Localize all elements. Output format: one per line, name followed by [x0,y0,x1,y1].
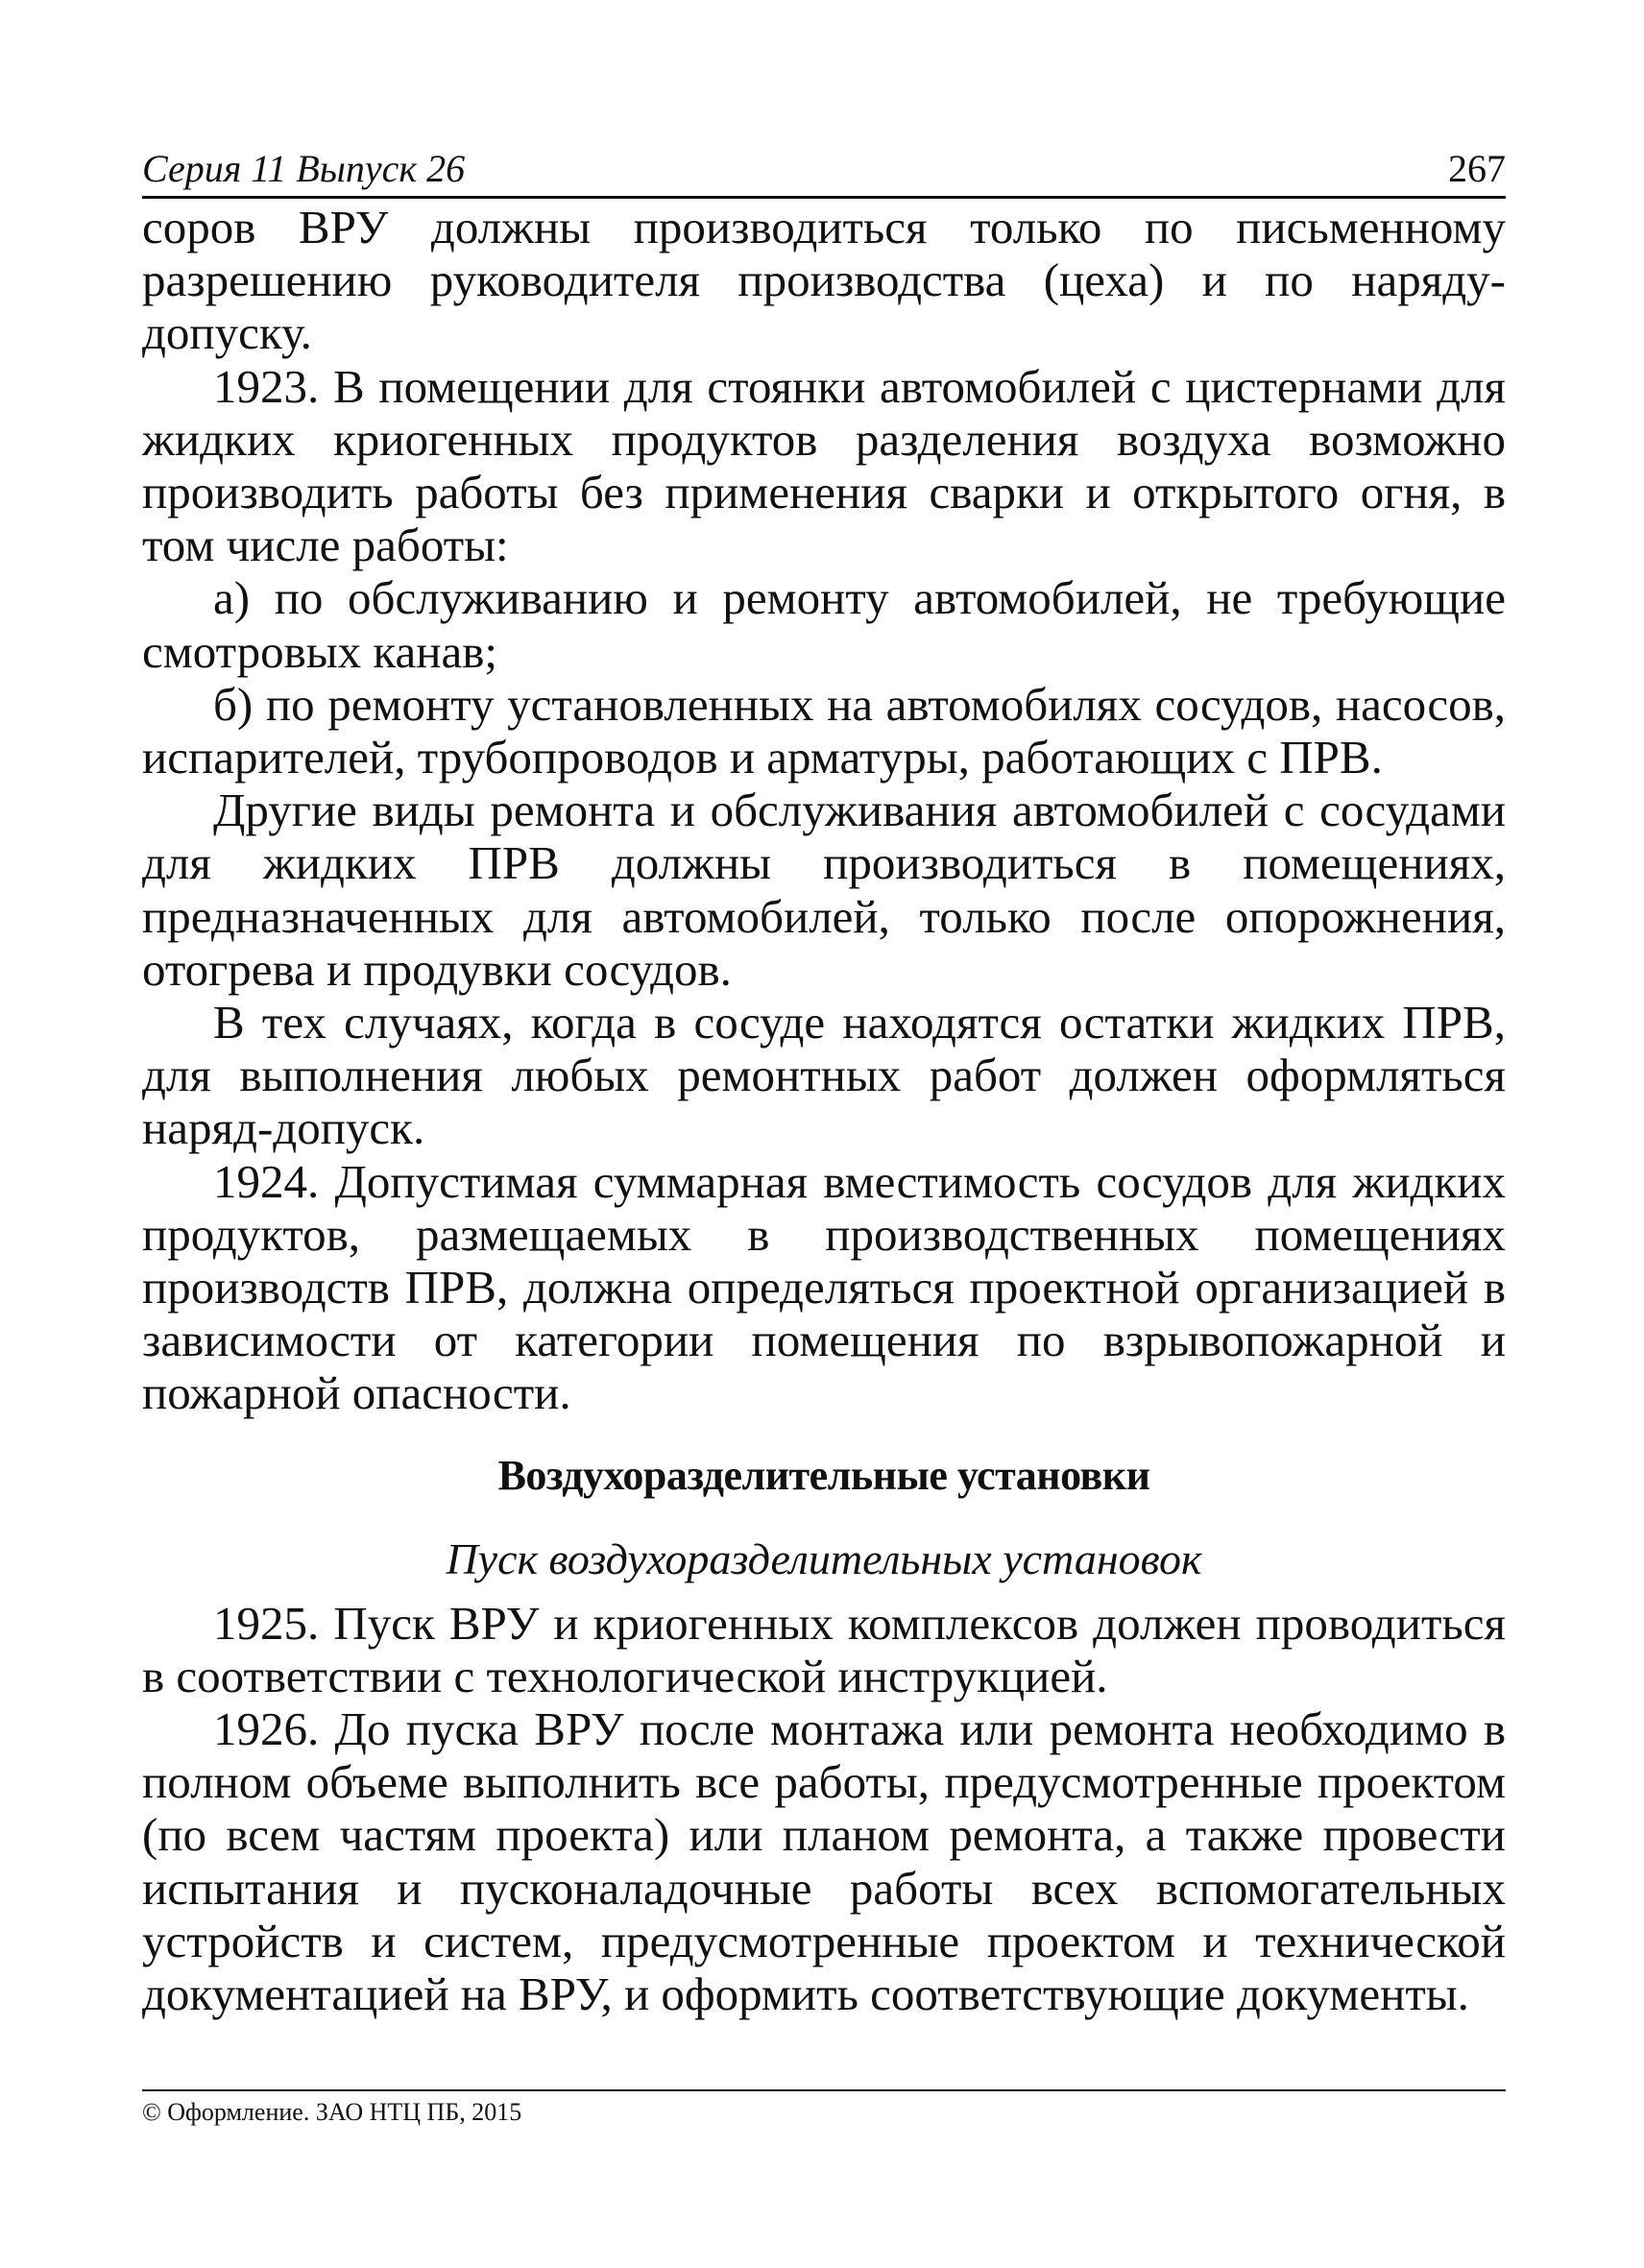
section-title: Воздухоразделительные установки [497,1451,1150,1499]
page-number: 267 [1448,147,1506,190]
paragraph-1924: 1924. Допустимая суммарная вместимость сосудов для жидких продуктов, размещаемых в производственных помещениях производств ПРВ, должна определяться проектной организацией в зависимости от категории помещения по взрывопожарной и пожарной опасности. [142,1154,1506,1420]
paragraph-1925: 1925. Пуск ВРУ и криогенных комплексов должен проводиться в соответствии с технологической инструкцией. [142,1596,1506,1702]
paragraph: соров ВРУ должны производиться только по письменному разрешению руководителя производства (цеха) и по наряду-допуску. [142,201,1506,360]
paragraph: Другие виды ремонта и обслуживания автомобилей с сосудами для жидких ПРВ должны производиться в помещениях, предназначенных для автомобилей, только после опорожнения, отогрева и продувки сосудов. [142,784,1506,996]
body-text [142,201,1506,2020]
paragraph-1926: 1926. До пуска ВРУ после монтажа или ремонта необходимо в полном объеме выполнить все работы, предусмотренные проектом (по всем частям проекта) или планом ремонта, а также провести испытания и пусконаладочные работы всех вспомогательных устройств и систем, предусмотренные проектом и технической документацией на ВРУ, и оформить соответствующие документы. [142,1702,1506,2021]
paragraph: В тех случаях, когда в сосуде находятся остатки жидких ПРВ, для выполнения любых ремонтных работ должен оформляться наряд-допуск. [142,996,1506,1155]
list-item-a: а) по обслуживанию и ремонту автомобилей, не требующие смотровых канав; [142,571,1506,678]
running-header [142,144,1506,199]
list-item-b: б) по ремонту установленных на автомобилях сосудов, насосов, испарителей, трубопроводов и арматуры, работающих с ПРВ. [142,677,1506,784]
document-page [142,144,1506,2020]
copyright-note: © Оформление. ЗАО НТЦ ПБ, 2015 [142,2098,522,2126]
paragraph-1923: 1923. В помещении для стоянки автомобилей с цистернами для жидких криогенных продуктов разделения воздуха возможно производить работы без применения сварки и открытого огня, в том числе работы: [142,359,1506,572]
subsection-title: Пуск воздухоразделительных установок [446,1533,1202,1583]
page-footer [142,2089,1506,2128]
series-label: Серия 11 Выпуск 26 [142,147,466,190]
